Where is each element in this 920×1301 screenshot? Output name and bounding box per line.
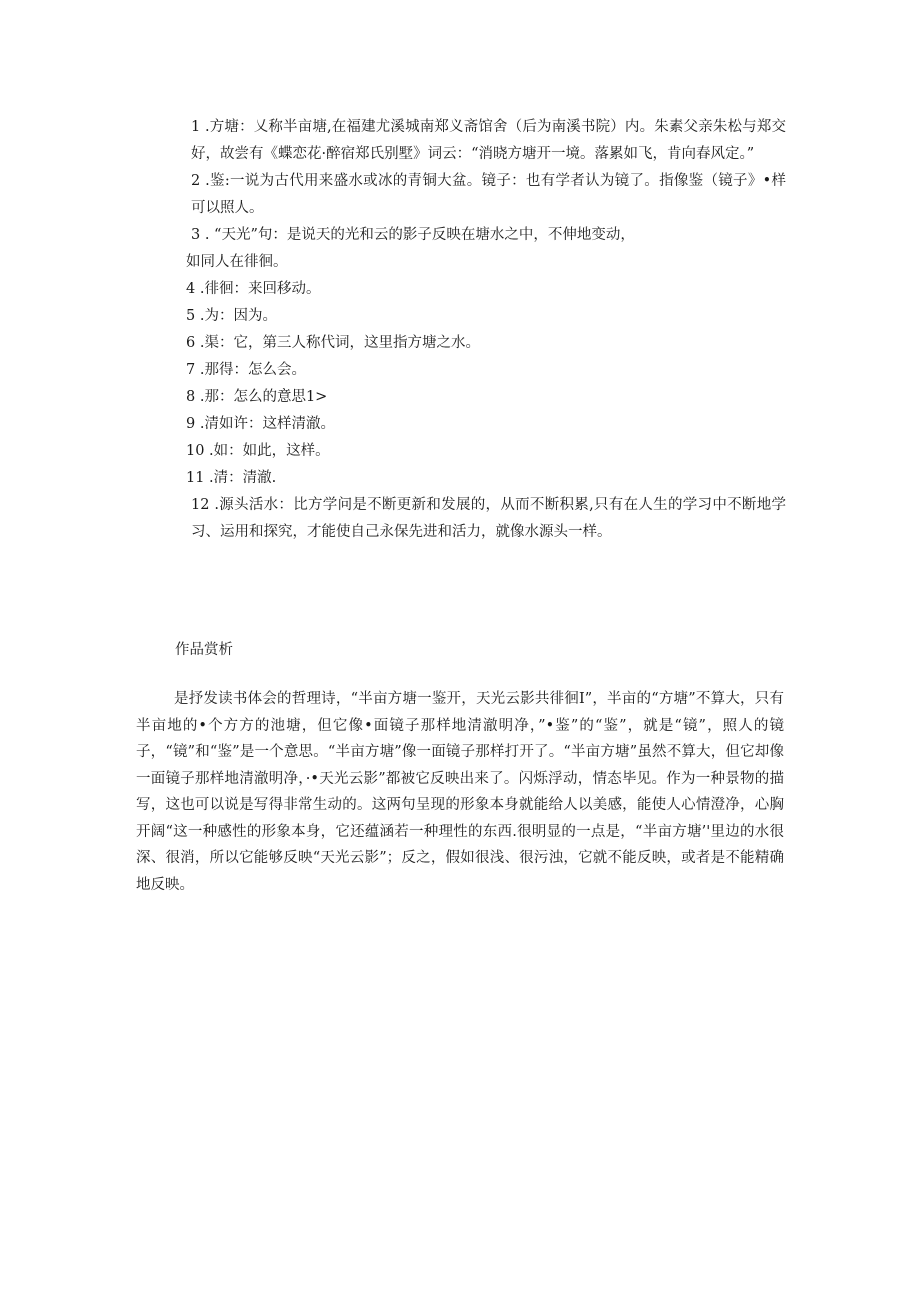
note-4: 4 .徘徊：来回移动。 [186,281,321,297]
note-2: 2 .鉴:一说为古代用来盛水或冰的青铜大盆。镜子：也有学者认为镜了。指像鉴（镜子》•样可以照人。 [191,173,786,216]
note-3-continued: 如同人在徘徊。 [186,254,288,270]
note-9: 9 .清如许：这样清澈。 [186,416,335,432]
note-1: 1 .方塘：乂称半亩塘,在福建尤溪城南郑义斋馆舍（后为南溪书院）内。朱素父亲朱松与郑交好，故尝有《蝶恋花·醉宿郑氏别墅》词云：“消晓方塘开一境。落累如飞，肯向春风定。” [191,119,786,162]
note-7: 7 .那得：怎么会。 [186,362,306,378]
note-6: 6 .渠：它，第三人称代词，这里指方塘之水。 [186,335,480,351]
note-12: 12 .源头活水：比方学问是不断更新和发展的，从而不断积累,只有在人生的学习中不断地学习、运用和探究，才能使自己永保先进和活力，就像水源头一样。 [191,497,786,540]
note-3: 3 . “天光”句：是说天的光和云的影子反映在塘水之中，不伸地变动， [191,227,635,243]
annotation-list [186,114,786,546]
note-11: 11 .清：清澈. [186,470,277,486]
note-10: 10 .如：如此，这样。 [186,443,330,459]
section-title: 作品赏析 [175,642,233,658]
note-5: 5 .为：因为。 [186,308,277,324]
note-8: 8 .那：怎么的意思1> [186,389,328,405]
analysis-paragraph: 是抒发读书体会的哲理诗，“半亩方塘一鉴开，天光云影共徘徊I”，半亩的“方塘”不算大，只有半亩地的•个方方的池塘，但它像•面镜子那样地清澈明净，”•鉴”的“鉴”，就是“镜”，照人的镜子，“镜”和“鉴”是一个意思。“半亩方塘”像一面镜子那样打开了。“半亩方塘”虽然不算大，但它却像一面镜子那样地清澈明净，·•天光云影”都被它反映出来了。闪烁浮动，情态毕见。作为一种景物的描写，这也可以说是写得非常生动的。这两句呈现的形象本身就能给人以美感，能使人心情澄净，心胸开阔“这一种感性的形象本身，它还蕴涵若一种理性的东西.很明显的一点是，“半亩方塘’'里边的水很深、很消，所以它能够反映“天光云影”；反之，假如很浅、很污浊，它就不能反映，或者是不能精确地反映。 [136,691,784,893]
